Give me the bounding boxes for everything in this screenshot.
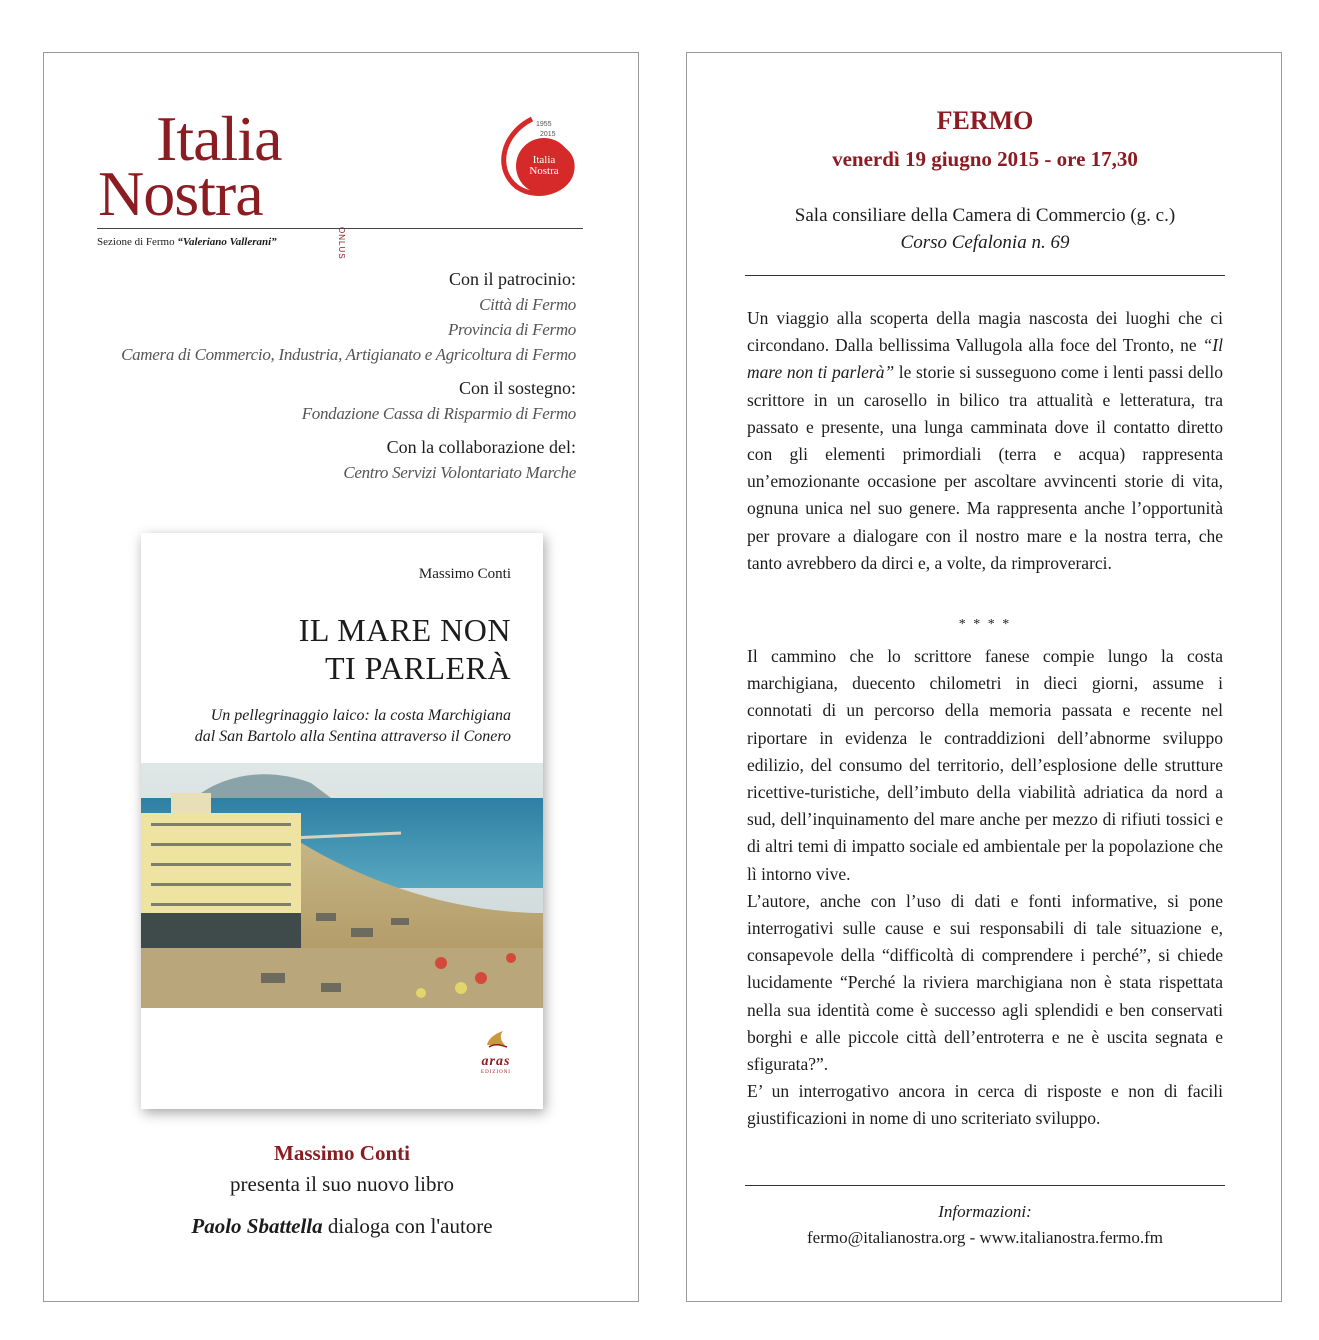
section-separator: * * * * <box>958 617 1012 632</box>
support-heading: Con il sostegno: <box>458 378 576 398</box>
right-panel <box>686 52 1282 1302</box>
presenter-line: presenta il suo nuovo libro <box>230 1172 454 1196</box>
info-heading: Informazioni: <box>938 1202 1032 1221</box>
description-paragraph-4: E’ un interrogativo ancora in cerca di risposte e non di facili giustificazioni in nome di uno scriteriato sviluppo. <box>747 1081 1223 1129</box>
section-honoree: “Valeriano Vallerani” <box>177 236 277 248</box>
description-paragraph-1 <box>747 305 1223 577</box>
description-paragraph-3: L’autore, anche con l’uso di dati e fonti informative, si pone interrogativi sulle cause e sui responsabili di tale situazione e, consapevole della “difficoltà di comprendere i perché”, si chiede lucidamente “Perché la riviera marchigiana non è stata rispettata nella sua identità come è successo agli splendidi e ben conservati borghi e alle piccole città dell’entroterra e ne è uscita segnata e sfigurata?”. <box>747 890 1223 1075</box>
patronage-item: Città di Fermo <box>479 295 576 314</box>
event-city: FERMO <box>936 106 1034 135</box>
section-prefix: Sezione di Fermo <box>97 236 175 248</box>
venue-name: Sala consiliare della Camera di Commercio (g. c.) <box>794 205 1176 226</box>
sponsors-block <box>76 267 576 485</box>
swan-icon <box>483 1027 509 1049</box>
book-subtitle-line-2: dal San Bartolo alla Sentina attraverso il Conero <box>194 728 511 745</box>
book-cover <box>141 533 543 1109</box>
patronage-item: Camera di Commercio, Industria, Artigianato e Agricoltura di Fermo <box>121 345 576 364</box>
patronage-item: Provincia di Fermo <box>447 320 576 339</box>
bottom-divider <box>745 1185 1225 1186</box>
info-contacts: fermo@italianostra.org - www.italianostra.fermo.fm <box>806 1228 1164 1247</box>
publisher-logo <box>476 1027 516 1075</box>
book-subtitle <box>195 705 511 747</box>
book-author: Massimo Conti <box>418 566 511 582</box>
section-name <box>97 236 277 248</box>
anniversary-name-2: Nostra <box>529 165 559 177</box>
moderator-line <box>44 1214 640 1239</box>
venue-address: Corso Cefalonia n. 69 <box>900 232 1070 253</box>
book-title-line-1: IL MARE NON <box>298 612 511 648</box>
para1-text-a: Un viaggio alla scoperta della magia nascosta dei luoghi che ci circondano. Dalla bellissima Vallugola alla foce del Tronto, ne <box>747 308 1223 356</box>
book-subtitle-line-1: Un pellegrinaggio laico: la costa Marchigiana <box>210 707 511 724</box>
collaboration-heading: Con la collaborazione del: <box>386 437 576 457</box>
event-venue <box>687 202 1283 256</box>
left-panel <box>43 52 639 1302</box>
description-paragraph-2: Il cammino che lo scrittore fanese compie lungo la costa marchigiana, duecento chilometri in dieci giorni, assume i connotati di un percorso della memoria passata e recente nel riportare in evidenza le contraddizioni dell’abnorme sviluppo edilizio, del consumo del territorio, dell’esplosione delle strutture ricettive-turistiche, dell’imbuto della viabilità adriatica da nord a sud, dell’inquinamento del mare anche per mezzo di rifiuti tossici e di altri temi di impatto sociale ed ambientale per la popolazione che lì intorno vive. <box>747 646 1223 884</box>
publisher-name: aras <box>481 1054 511 1069</box>
para1-book-title: “Il mare non ti parlerà” <box>747 335 1223 383</box>
moderator-name: Paolo Sbattella <box>191 1214 323 1238</box>
logo-line-2: Nostra <box>98 158 263 229</box>
logo-line-1: Italia <box>156 103 282 174</box>
logo-onlus: ONLUS <box>337 227 346 260</box>
support-item: Fondazione Cassa di Risparmio di Fermo <box>301 404 576 423</box>
collaboration-item: Centro Servizi Volontariato Marche <box>343 463 576 482</box>
anniversary-year-start: 1955 <box>536 121 552 128</box>
moderator-suffix: dialoga con l'autore <box>322 1214 493 1238</box>
anniversary-name-1: Italia <box>532 154 556 166</box>
anniversary-year-end: 2015 <box>540 131 556 138</box>
publisher-subtitle: EDIZIONI <box>481 1070 511 1075</box>
book-title <box>299 611 511 687</box>
patronage-heading: Con il patrocinio: <box>449 269 576 289</box>
logo-divider <box>97 228 583 229</box>
beach-photo-image <box>141 763 543 1008</box>
anniversary-logo <box>492 109 592 199</box>
book-title-line-2: TI PARLERÀ <box>324 650 511 686</box>
para1-text-b: le storie si susseguono come i lenti passi dello scrittore in un carosello in bilico tra attualità e letteratura, tra passato e presente, una lunga camminata dove il contatto diretto con gli elementi primordiali (terra e acqua) rappresenta un’emozionante occasione per ascoltare avvincenti storie di vita, ognuna unica nel suo genere. Ma rappresenta anche l’opportunità per provare a dialogare con il nostro mare e la nostra terra, che tanto avrebbero da dirci e, a volte, da rimproverarci. <box>747 362 1224 573</box>
top-divider <box>745 275 1225 276</box>
info-block <box>687 1199 1283 1251</box>
description-body <box>747 643 1223 1133</box>
presenter-name: Massimo Conti <box>274 1141 410 1165</box>
event-date: venerdì 19 giugno 2015 - ore 17,30 <box>832 147 1138 171</box>
